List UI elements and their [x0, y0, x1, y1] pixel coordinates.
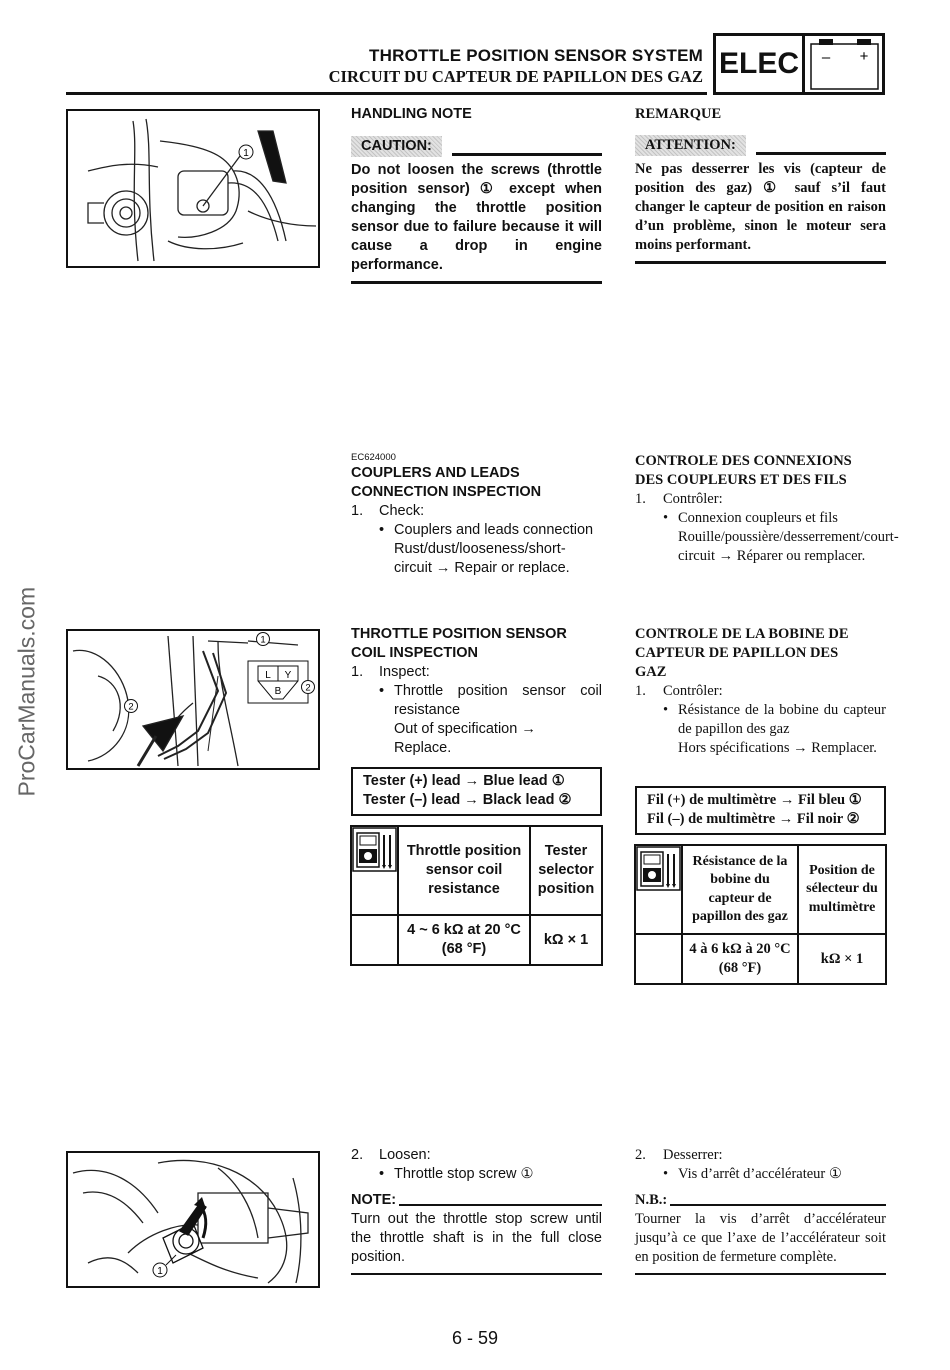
nb-text: Tourner la vis d’arrêt d’accélérateur jusqu’à ce que l’axe de l’accélérateur soit en position de fermeture complète.: [635, 1211, 886, 1265]
multimeter-icon: [351, 826, 398, 915]
couplers-heading-1: COUPLERS AND LEADS: [351, 465, 520, 481]
step-number: 1.: [635, 491, 646, 507]
note-header: [351, 1191, 602, 1210]
coil-heading-fr-3: GAZ: [635, 664, 667, 680]
battery-plus-label: +: [859, 48, 869, 65]
figure3-callout-1: 1: [157, 1266, 163, 1277]
header-rule: [66, 92, 707, 95]
caution-text: Do not loosen the screws (throttle position sensor) ① except when changing the throttle position sensor due to failure because it will cause a drop in engine performance.: [351, 162, 602, 273]
couplers-section-en: EC624000 COUPLERS AND LEADS CONNECTION INSPECTION 1. Check: • Couplers and leads connection Rust/dust/looseness/short-circuit → Repair or replace.: [351, 452, 602, 578]
detail-out-of-spec: Out of specification →: [394, 721, 536, 737]
tester-lead-negative: Tester (–) lead → Black lead ②: [363, 792, 572, 808]
step-label: Desserrer:: [663, 1147, 723, 1163]
handling-note-en: [351, 105, 602, 284]
step-label: Contrôler:: [663, 491, 723, 507]
handling-note-heading: HANDLING NOTE: [351, 106, 472, 122]
multimeter-icon: [635, 845, 682, 934]
attention-header: [635, 135, 886, 156]
value-resistance: 4 ~ 6 kΩ at 20 °C (68 °F): [398, 915, 530, 965]
coil-inspection-en: THROTTLE POSITION SENSOR COIL INSPECTION 1. Inspect: • Throttle position sensor coil resistance Out of specification → Replace.: [351, 626, 602, 756]
detail-hors-spec: Hors spécifications → Remplacer.: [678, 740, 877, 756]
header-title-french: CIRCUIT DU CAPTEUR DE PAPILLON DES GAZ: [328, 67, 703, 86]
loosen-section-fr: 2. Desserrer: • Vis d’arrêt d’accélérateur ① N.B.: Tourner la vis d’arrêt d’accélérateur jusqu’à ce que l’axe de l’accélérateur soit en position de fermeture complète.: [635, 1146, 886, 1275]
step-number: 1.: [351, 664, 364, 680]
header-selector-fr: Position de sélecteur du multimètre: [798, 845, 886, 934]
couplers-section-fr: CONTROLE DES CONNEXIONS DES COUPLEURS ET DES FILS 1. Contrôler: • Connexion coupleurs et fils Rouille/poussière/desserrement/court-circuit → Réparer ou remplacer.: [635, 453, 899, 564]
sensor-coil-test-figure: [66, 629, 320, 770]
detail-replace: Replace.: [394, 740, 452, 756]
caution-end-rule: [351, 281, 602, 284]
tester-leads-box-fr: [635, 786, 886, 835]
step-label: Contrôler:: [663, 683, 723, 699]
step-label: Inspect:: [379, 664, 430, 680]
header-coil-resistance: Throttle position sensor coil resistance: [398, 826, 530, 915]
handling-note-fr: [635, 105, 886, 264]
note-label: NOTE:: [351, 1192, 397, 1208]
multimeter-lead-positive: Fil (+) de multimètre → Fil bleu ①: [647, 792, 862, 808]
connector-pin-l: L: [265, 670, 271, 681]
throttle-stop-screw-figure: [66, 1151, 320, 1288]
header-resistance-fr: Résistance de la bobine du capteur de papillon des gaz: [682, 845, 798, 934]
watermark-text: ProCarManuals.com: [13, 586, 40, 797]
step-number: 1.: [351, 503, 364, 519]
attention-label: ATTENTION:: [635, 135, 746, 156]
page-number: 6 - 59: [451, 1328, 499, 1348]
step-number: 2.: [635, 1147, 646, 1163]
coil-resistance-table-en: [350, 825, 603, 966]
throttle-sensor-screws-figure: [66, 109, 320, 268]
attention-text: Ne pas desserrer les vis (capteur de position des gaz) ① sauf s’il faut changer le capteur de position en raison d’un problème, sinon le moteur sera moins performant.: [635, 161, 886, 253]
coil-heading-fr-1: CONTROLE DE LA BOBINE DE: [635, 626, 849, 642]
value-resistance-fr: 4 à 6 kΩ à 20 °C (68 °F): [682, 934, 798, 984]
section-code: EC624000: [351, 452, 396, 463]
page-header-title: [329, 46, 703, 87]
loosen-section-en: 2. Loosen: • Throttle stop screw ① NOTE: Turn out the throttle stop screw until the throttle shaft is in the full close position.: [351, 1146, 602, 1275]
figure2-callout-2b: 2: [128, 701, 134, 713]
coil-heading-fr-2: CAPTEUR DE PAPILLON DES: [635, 645, 839, 661]
bullet-detail: Rouille/poussière/desserrement/court-circuit → Réparer ou remplacer.: [678, 529, 899, 564]
couplers-heading-fr-2: DES COUPLEURS ET DES FILS: [635, 472, 847, 488]
nb-header: [635, 1191, 886, 1210]
header-selector-position: Tester selector position: [530, 826, 602, 915]
step-label: Loosen:: [379, 1147, 431, 1163]
note-text: Turn out the throttle stop screw until the throttle shaft is in the full close position.: [351, 1211, 602, 1265]
figure2-callout-2a: 2: [305, 682, 311, 694]
bullet-text: Vis d’arrêt d’accélérateur ①: [678, 1166, 842, 1182]
attention-end-rule: [635, 261, 886, 264]
caution-header: [351, 136, 602, 157]
tester-lead-positive: Tester (+) lead → Blue lead ①: [363, 773, 565, 789]
coil-heading-1: THROTTLE POSITION SENSOR: [351, 626, 567, 642]
bullet-text: Résistance de la bobine du capteur de papillon des gaz: [678, 702, 886, 737]
tester-leads-box-en: [351, 767, 602, 816]
coil-resistance-table-fr: [634, 844, 887, 985]
nb-end-rule: [635, 1273, 886, 1275]
multimeter-lead-negative: Fil (–) de multimètre → Fil noir ②: [647, 811, 860, 827]
bullet-text: Throttle position sensor coil resistance: [394, 683, 602, 718]
bullet-text: Connexion coupleurs et fils: [678, 510, 838, 526]
step-number: 1.: [635, 683, 646, 699]
bullet-text: Couplers and leads connection: [394, 522, 594, 538]
bullet-detail: Rust/dust/looseness/short-circuit → Repair or replace.: [394, 541, 570, 576]
battery-icon: [805, 33, 885, 95]
value-selector: kΩ × 1: [530, 915, 602, 965]
coil-inspection-fr: CONTROLE DE LA BOBINE DE CAPTEUR DE PAPILLON DES GAZ 1. Contrôler: • Résistance de la bobine du capteur de papillon des gaz Hors spécifications → Remplacer.: [635, 626, 886, 756]
remarque-heading: REMARQUE: [635, 106, 722, 122]
nb-label: N.B.:: [635, 1192, 668, 1208]
couplers-heading-fr-1: CONTROLE DES CONNEXIONS: [635, 453, 852, 469]
value-selector-fr: kΩ × 1: [798, 934, 886, 984]
header-title-english: THROTTLE POSITION SENSOR SYSTEM: [369, 46, 703, 65]
bullet-text: Throttle stop screw ①: [394, 1166, 534, 1182]
step-label: Check:: [379, 503, 425, 519]
coil-heading-2: COIL INSPECTION: [351, 645, 479, 661]
note-end-rule: [351, 1273, 602, 1275]
battery-minus-label: –: [821, 49, 831, 66]
couplers-heading-2: CONNECTION INSPECTION: [351, 484, 542, 500]
caution-label: CAUTION:: [351, 136, 442, 157]
connector-pin-b: B: [274, 686, 282, 697]
connector-pin-y: Y: [284, 670, 292, 681]
section-badge: ELEC: [713, 33, 805, 95]
figure2-callout-1: 1: [260, 634, 266, 646]
step-number: 2.: [351, 1147, 364, 1163]
figure1-callout-1: 1: [243, 148, 249, 159]
